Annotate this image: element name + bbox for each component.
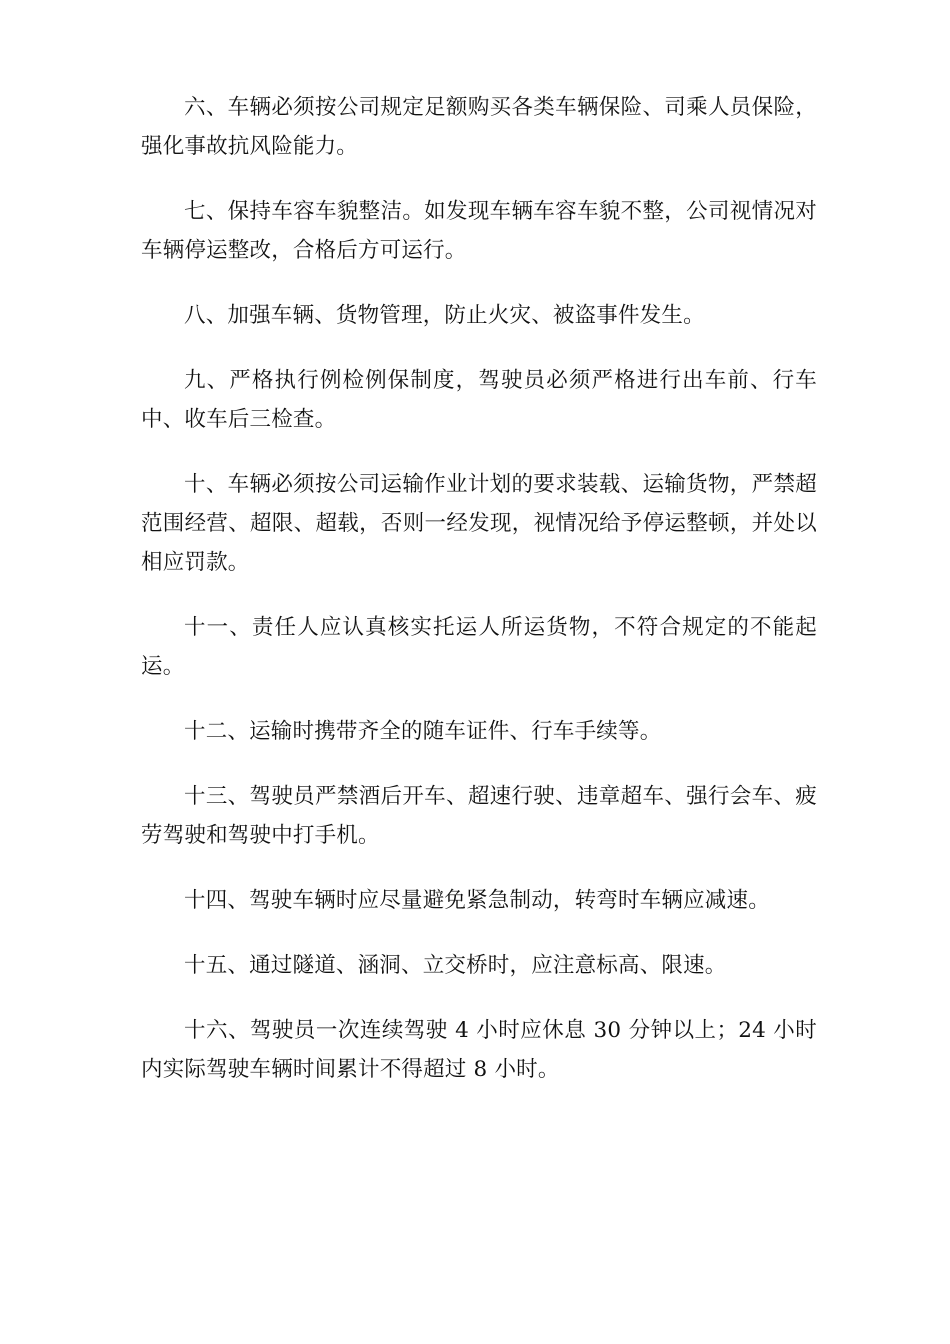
rule-paragraph-13: 十三、驾驶员严禁酒后开车、超速行驶、违章超车、强行会车、疲劳驾驶和驾驶中打手机。: [141, 784, 817, 848]
rule-paragraph-7: 七、保持车容车貌整洁。如发现车辆车容车貌不整，公司视情况对车辆停运整改，合格后方可运行。: [141, 199, 817, 263]
rule-paragraph-12: 十二、运输时携带齐全的随车证件、行车手续等。: [184, 719, 662, 744]
rule-paragraph-10: 十、车辆必须按公司运输作业计划的要求装载、运输货物，严禁超范围经营、超限、超载，否则一经发现，视情况给予停运整顿，并处以相应罚款。: [141, 472, 817, 575]
rule-paragraph-14: 十四、驾驶车辆时应尽量避免紧急制动，转弯时车辆应减速。: [184, 888, 770, 913]
rule-paragraph-8: 八、加强车辆、货物管理，防止火灾、被盗事件发生。: [184, 303, 705, 328]
document-body: [141, 88, 817, 1115]
rule-paragraph-15: 十五、通过隧道、涵洞、立交桥时，应注意标高、限速。: [184, 953, 727, 978]
rule-paragraph-11: 十一、责任人应认真核实托运人所运货物，不符合规定的不能起运。: [141, 615, 817, 679]
rule-paragraph-6: 六、车辆必须按公司规定足额购买各类车辆保险、司乘人员保险，强化事故抗风险能力。: [141, 95, 817, 159]
rule-paragraph-16: 十六、驾驶员一次连续驾驶 4 小时应休息 30 分钟以上；24 小时内实际驾驶车辆时间累计不得超过 8 小时。: [141, 1018, 817, 1082]
rule-paragraph-9: 九、严格执行例检例保制度，驾驶员必须严格进行出车前、行车中、收车后三检查。: [141, 368, 817, 432]
